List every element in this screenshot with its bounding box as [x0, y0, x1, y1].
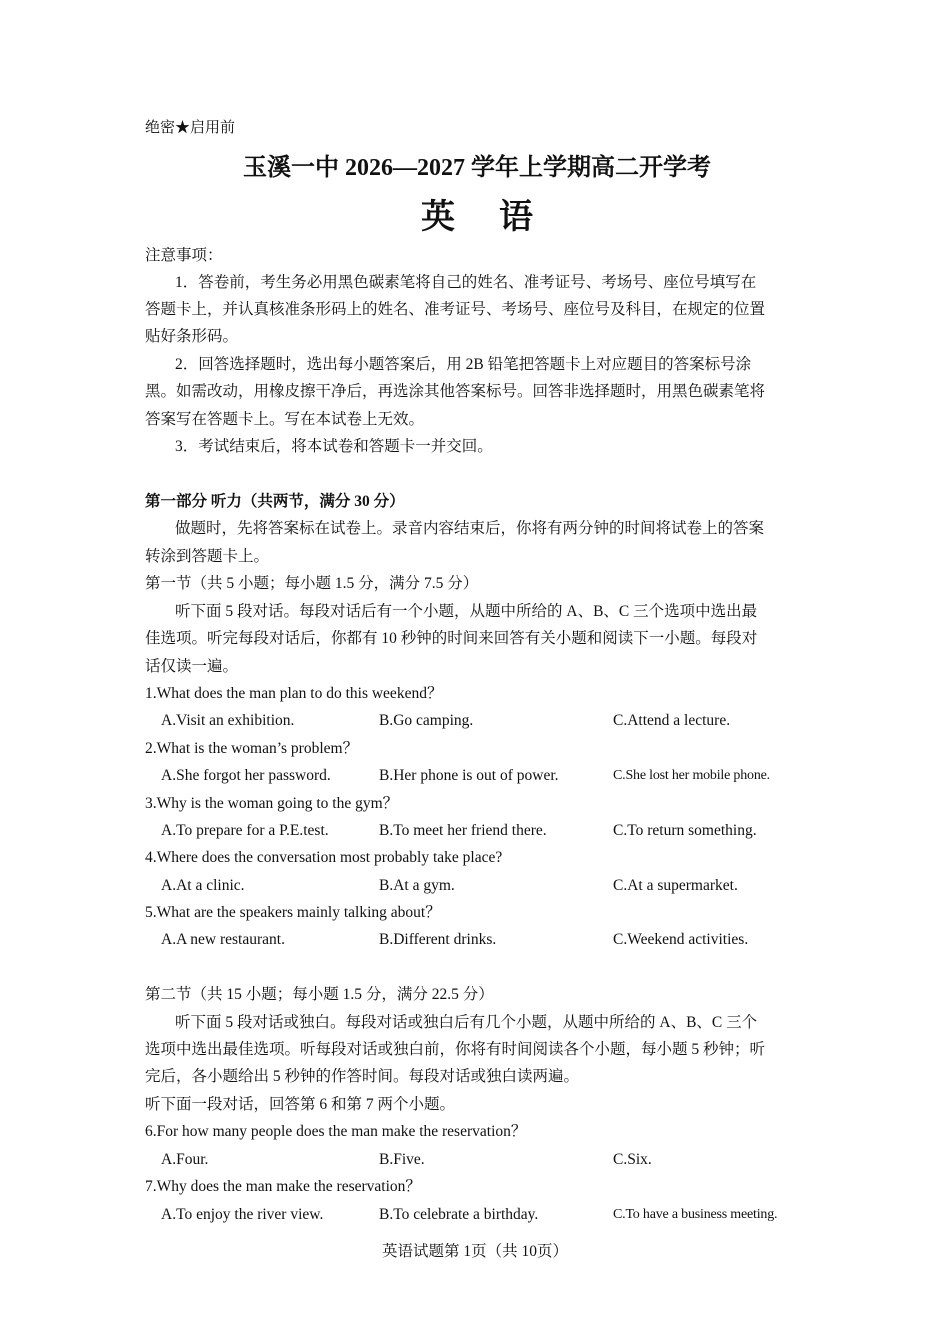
question-3: 3.Why is the woman going to the gym？	[145, 795, 399, 812]
section1-instruction: 听下面 5 段对话。每段对话后有一个小题，从题中所给的 A、B、C 三个选项中选出最	[175, 603, 758, 620]
q7-option-a: A.To enjoy the river view.	[161, 1206, 324, 1223]
question-7: 7.Why does the man make the reservation？	[145, 1178, 421, 1195]
question-1: 1.What does the man plan to do this weekend？	[145, 685, 443, 702]
q3-option-a: A.To prepare for a P.E.test.	[161, 822, 329, 839]
section2-instruction: 听下面 5 段对话或独白。每段对话或独白后有几个小题，从题中所给的 A、B、C 三个	[175, 1014, 758, 1031]
question-6: 6.For how many people does the man make the reservation？	[145, 1123, 527, 1140]
notice-line: 2．回答选择题时，选出每小题答案后，用 2B 铅笔把答题卡上对应题目的答案标号涂	[175, 356, 752, 373]
q1-option-a: A.Visit an exhibition.	[161, 712, 295, 729]
notice-line: 答题卡上，并认真核准条形码上的姓名、准考证号、考场号、座位号及科目，在规定的位置	[145, 301, 766, 318]
notice-line: 黑。如需改动，用橡皮擦干净后，再选涂其他答案标号。回答非选择题时，用黑色碳素笔将	[145, 383, 766, 400]
page-footer: 英语试题第 1页（共 10页）	[381, 1243, 568, 1260]
subject-title: 英语	[421, 199, 577, 236]
exam-title: 玉溪一中 2026—2027 学年上学期高二开学考	[243, 155, 711, 181]
q6-option-b: B.Five.	[379, 1151, 425, 1168]
q6-option-c: C.Six.	[613, 1151, 652, 1168]
notice-line: 答案写在答题卡上。写在本试卷上无效。	[145, 411, 425, 428]
notice-line: 贴好条形码。	[145, 328, 239, 345]
q5-option-c: C.Weekend activities.	[613, 931, 749, 948]
section1-heading: 第一节（共 5 小题；每小题 1.5 分，满分 7.5 分）	[145, 575, 479, 592]
dialogue-intro: 听下面一段对话，回答第 6 和第 7 两个小题。	[145, 1096, 456, 1113]
q2-option-b: B.Her phone is out of power.	[379, 767, 559, 784]
question-2: 2.What is the woman’s problem？	[145, 740, 359, 757]
notice-line: 1．答卷前，考生务必用黑色碳素笔将自己的姓名、准考证号、考场号、座位号填写在	[175, 274, 757, 291]
section1-instruction: 佳选项。听完每段对话后，你都有 10 秒钟的时间来回答有关小题和阅读下一小题。每段对	[145, 630, 758, 647]
part1-intro-line: 做题时，先将答案标在试卷上。录音内容结束后，你将有两分钟的时间将试卷上的答案	[175, 520, 765, 537]
section2-heading: 第二节（共 15 小题；每小题 1.5 分，满分 22.5 分）	[145, 986, 494, 1003]
part1-intro-line: 转涂到答题卡上。	[145, 548, 270, 565]
q1-option-c: C.Attend a lecture.	[613, 712, 731, 729]
q1-option-b: B.Go camping.	[379, 712, 474, 729]
q4-option-a: A.At a clinic.	[161, 877, 245, 894]
q6-option-a: A.Four.	[161, 1151, 209, 1168]
part1-heading: 第一部分 听力（共两节，满分 30 分）	[145, 493, 405, 510]
section2-instruction: 完后，各小题给出 5 秒钟的作答时间。每段对话或独白读两遍。	[145, 1068, 580, 1085]
q4-option-c: C.At a supermarket.	[613, 877, 738, 894]
q2-option-c: C.She lost her mobile phone.	[613, 768, 770, 783]
question-5: 5.What are the speakers mainly talking about？	[145, 904, 441, 921]
q3-option-c: C.To return something.	[613, 822, 757, 839]
q5-option-b: B.Different drinks.	[379, 931, 497, 948]
q5-option-a: A.A new restaurant.	[161, 931, 285, 948]
q7-option-c: C.To have a business meeting.	[613, 1207, 778, 1222]
section2-instruction: 选项中选出最佳选项。听每段对话或独白前，你将有时间阅读各个小题，每小题 5 秒钟；听	[145, 1041, 766, 1058]
q7-option-b: B.To celebrate a birthday.	[379, 1206, 539, 1223]
question-4: 4.Where does the conversation most probably take place?	[145, 849, 503, 866]
q3-option-b: B.To meet her friend there.	[379, 822, 547, 839]
section1-instruction: 话仅读一遍。	[145, 658, 239, 675]
notice-heading: 注意事项：	[145, 247, 223, 264]
q2-option-a: A.She forgot her password.	[161, 767, 331, 784]
confidential-mark: 绝密★启用前	[145, 120, 236, 136]
notice-line: 3．考试结束后，将本试卷和答题卡一并交回。	[175, 438, 493, 455]
q4-option-b: B.At a gym.	[379, 877, 455, 894]
